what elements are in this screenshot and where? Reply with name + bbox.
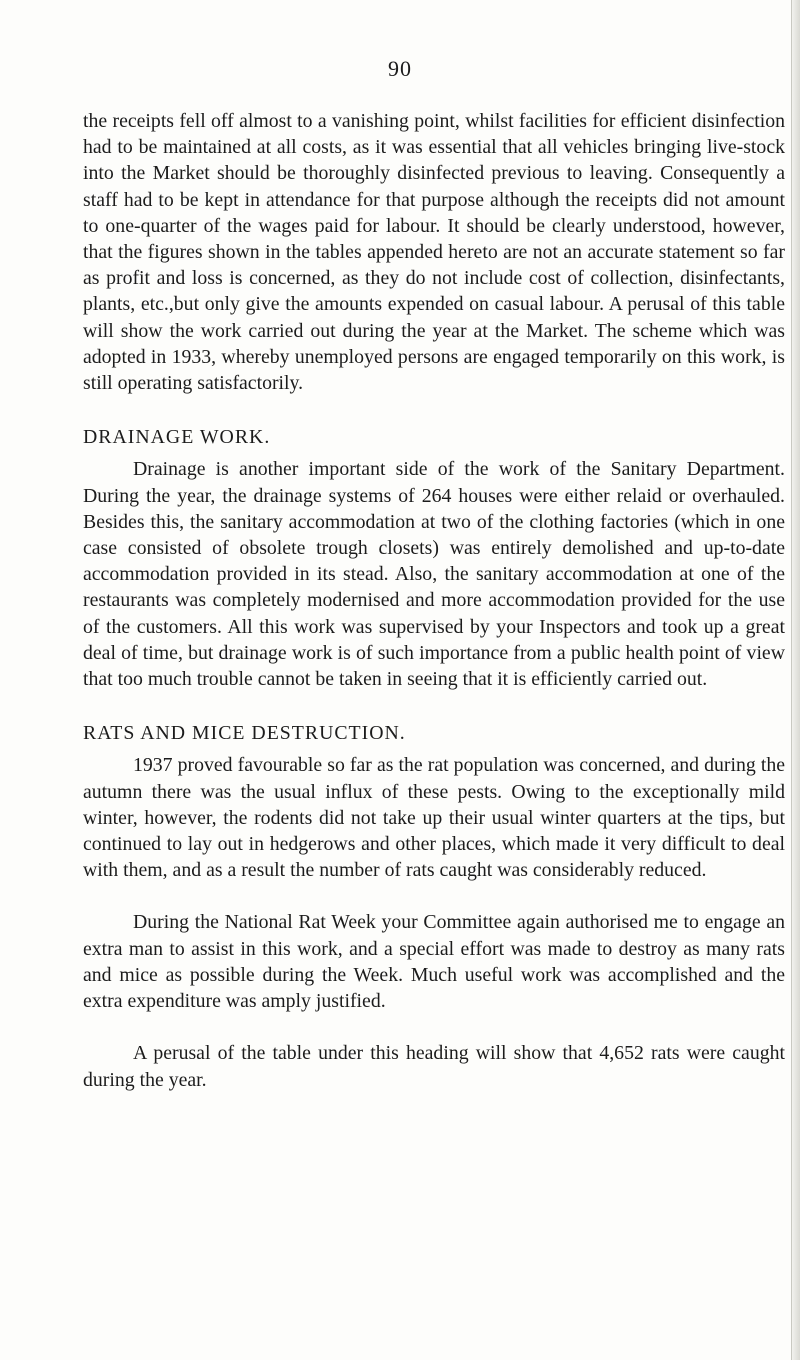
intro-paragraph: the receipts fell off almost to a vanishing point, whilst facilities for efficient disinfection had to be maintained at all costs, as it was essential that all vehicles bringing live-stock into the Market should be thoroughly disinfected previous to leaving. Consequently a staff had to be kept in attendance for that purpose although the receipts did not amount to one-quarter of the wages paid for labour. It should be clearly understood, however, that the figures shown in the tables appended hereto are not an accurate statement so far as profit and loss is concerned, as they do not include cost of collection, disinfectants, plants, etc.,but only give the amounts expended on casual labour. A perusal of this table will show the work carried out during the year at the Market. The scheme which was adopted in 1933, whereby unemployed persons are engaged temporarily on this work, is still operating satisfactorily. bbox=[83, 110, 785, 395]
rats-paragraph-2: During the National Rat Week your Committee again authorised me to engage an extra man to assist in this work, and a special effort was made to destroy as many rats and mice as possible during the Week. Much useful work was accomplished and the extra expenditure was amply justified. bbox=[83, 911, 785, 1013]
rats-heading: RATS AND MICE DESTRUCTION. bbox=[83, 722, 406, 745]
drainage-heading: DRAINAGE WORK. bbox=[83, 426, 271, 449]
rats-paragraph-3: A perusal of the table under this heading will show that 4,652 rats were caught during the year. bbox=[83, 1042, 785, 1091]
page-number: 90 bbox=[388, 56, 412, 81]
drainage-paragraph: Drainage is another important side of the work of the Sanitary Department. During the year, the drainage systems of 264 houses were either relaid or overhauled. Besides this, the sanitary accommodation at two of the clothing factories (which in one case consisted of obsolete trough closets) was entirely demolished and up-to-date accommodation provided in its stead. Also, the sanitary accommodation at one of the restaurants was completely modernised and more accommodation provided for the use of the customers. All this work was supervised by your Inspectors and took up a great deal of time, but drainage work is of such importance from a public health point of view that too much trouble cannot be taken in seeing that it is efficiently carried out. bbox=[83, 458, 785, 691]
document-body bbox=[83, 108, 785, 1093]
rats-paragraph-1: 1937 proved favourable so far as the rat population was concerned, and during the autumn there was the usual influx of these pests. Owing to the exceptionally mild winter, however, the rodents did not take up their usual winter quarters at the tips, but continued to lay out in hedgerows and other places, which made it very difficult to deal with them, and as a result the number of rats caught was considerably reduced. bbox=[83, 754, 785, 882]
page-edge bbox=[791, 0, 800, 1360]
